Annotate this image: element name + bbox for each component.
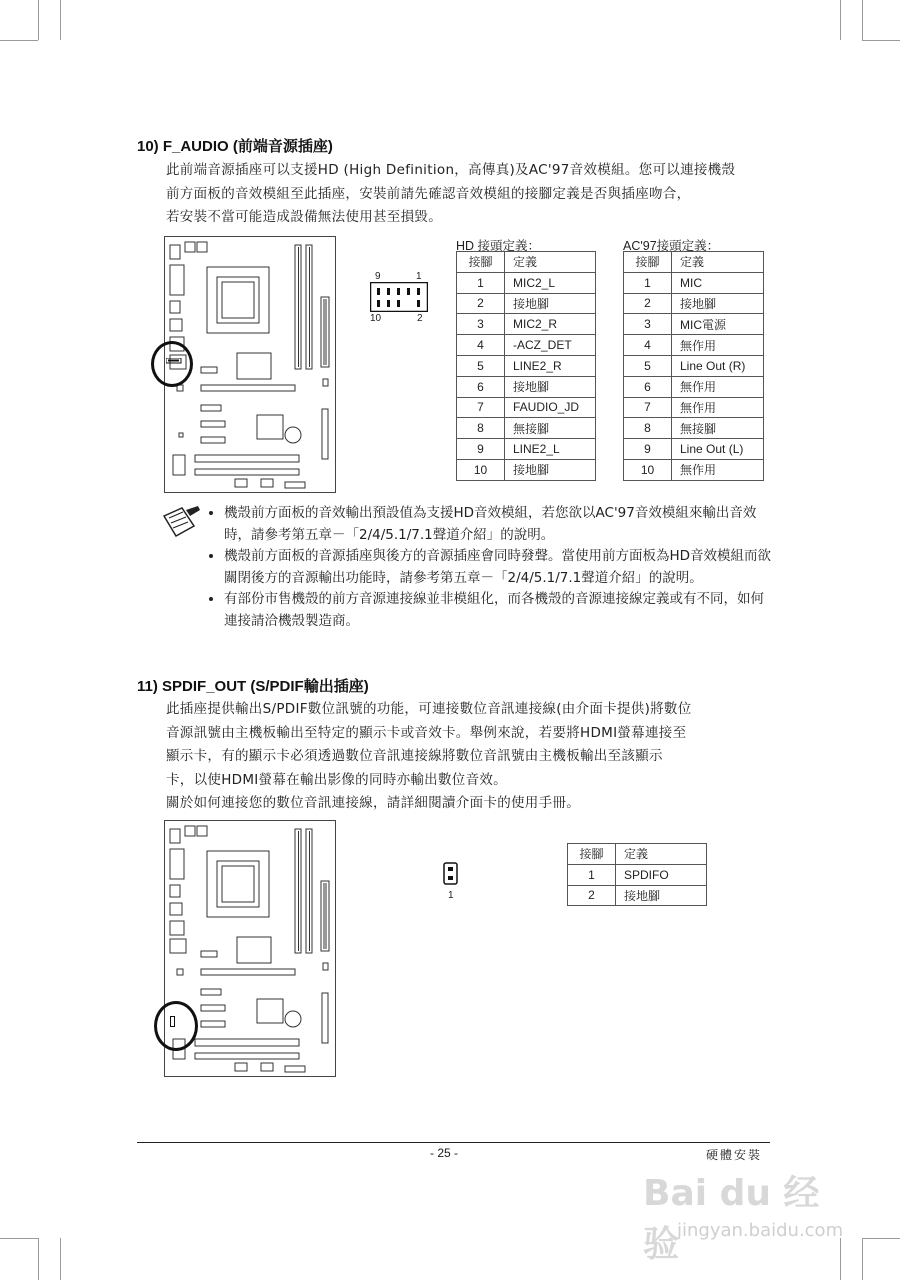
pin-number: 5 [624, 355, 672, 376]
table-row [457, 418, 596, 439]
crop-mark [38, 1238, 39, 1280]
hd-pin-table [456, 251, 596, 481]
body-line: 卡，以使HDMI螢幕在輸出影像的同時亦輸出數位音效。 [166, 771, 507, 788]
col-header: 定義 [616, 844, 707, 865]
pin-number: 2 [624, 293, 672, 314]
table-row [457, 272, 596, 293]
pin-number: 4 [624, 335, 672, 356]
page-number: - 25 - [430, 1146, 459, 1160]
pin-definition: 無接腳 [505, 418, 596, 439]
pin-definition: 無作用 [672, 397, 764, 418]
footer-section-title: 硬體安裝 [706, 1148, 763, 1162]
pin-label-10: 10 [370, 313, 382, 324]
pin-number: 6 [457, 376, 505, 397]
pin-number: 3 [457, 314, 505, 335]
pin-number: 8 [624, 418, 672, 439]
pin-definition: 接地腳 [616, 885, 707, 906]
note-item: • 機殼前方面板的音源插座與後方的音源插座會同時發聲。當使用前方面板為HD音效模組而欲關閉後方的音源輸出功能時，請參考第五章－「2/4/5.1/7.1聲道介紹」的說明。 [224, 546, 772, 589]
spdif-pin-table [567, 843, 707, 906]
pin-definition: FAUDIO_JD [505, 397, 596, 418]
table-row [457, 335, 596, 356]
pin-definition: 無作用 [672, 335, 764, 356]
section-10-body [166, 159, 770, 230]
footer-rule [137, 1142, 770, 1143]
pin-label-1: 1 [448, 890, 454, 901]
watermark-brand: Bai du 经验 [643, 1173, 820, 1265]
pin-definition: MIC電源 [672, 314, 764, 335]
col-header: 接腳 [624, 252, 672, 273]
table-row [624, 397, 764, 418]
pin-number: 1 [624, 272, 672, 293]
table-row [624, 272, 764, 293]
crop-mark [862, 1238, 863, 1280]
ac97-table-caption: AC'97接頭定義： [623, 239, 720, 253]
body-line: 前方面板的音效模組至此插座，安裝前請先確認音效模組的接腳定義是否與插座吻合， [166, 185, 691, 202]
spdif-header-mark [170, 1016, 176, 1028]
watermark-url: jingyan.baidu.com [677, 1220, 844, 1241]
table-row [624, 314, 764, 335]
table-header-row [624, 252, 764, 273]
body-line: 關於如何連接您的數位音訊連接線，請詳細閱讀介面卡的使用手冊。 [166, 795, 580, 811]
section-10-notes [206, 503, 772, 632]
table-row [568, 885, 707, 906]
col-header: 定義 [505, 252, 596, 273]
pin-definition: 無作用 [672, 459, 764, 480]
spdif-connector-icon [443, 862, 459, 886]
table-row [624, 335, 764, 356]
crop-mark [862, 0, 863, 40]
body-line: 顯示卡，有的顯示卡必須透過數位音訊連接線將數位音訊號由主機板輸出至該顯示 [166, 748, 663, 764]
table-row [457, 459, 596, 480]
pin-label-9: 9 [375, 271, 381, 282]
pin-number: 8 [457, 418, 505, 439]
table-header-row [568, 844, 707, 865]
body-line: 若安裝不當可能造成設備無法使用甚至損毀。 [166, 209, 442, 225]
note-item: • 有部份市售機殼的前方音源連接線並非模組化，而各機殼的音源連接線定義或有不同，如何連接請洽機殼製造商。 [224, 589, 772, 632]
table-row [457, 293, 596, 314]
crop-mark [0, 40, 38, 41]
pin-label-1: 1 [416, 271, 422, 282]
pin-number: 10 [624, 459, 672, 480]
pin-number: 1 [568, 864, 616, 885]
col-header: 定義 [672, 252, 764, 273]
pin-number: 3 [624, 314, 672, 335]
pin-definition: LINE2_L [505, 439, 596, 460]
crop-mark [0, 1238, 38, 1239]
section-11-heading: 11) SPDIF_OUT (S/PDIF輸出插座) [137, 678, 369, 695]
note-item: • 機殼前方面板的音效輸出預設值為支援HD音效模組，若您欲以AC'97音效模組來輸出音效時，請參考第五章－「2/4/5.1/7.1聲道介紹」的說明。 [224, 503, 772, 546]
hd-table-caption: HD 接頭定義： [456, 239, 541, 253]
ac97-pin-table [623, 251, 764, 481]
pin-definition: MIC2_L [505, 272, 596, 293]
pin-definition: 無接腳 [672, 418, 764, 439]
f-audio-connector-icon [370, 282, 428, 312]
body-line: 音源訊號由主機板輸出至特定的顯示卡或音效卡。舉例來說，若要將HDMI螢幕連接至 [166, 724, 687, 741]
pin-number: 1 [457, 272, 505, 293]
highlight-circle [151, 341, 193, 387]
table-row [624, 459, 764, 480]
pin-definition: 接地腳 [505, 459, 596, 480]
table-row [624, 293, 764, 314]
pin-number: 2 [457, 293, 505, 314]
pin-definition: Line Out (L) [672, 439, 764, 460]
table-row [624, 376, 764, 397]
pin-number: 4 [457, 335, 505, 356]
table-row [457, 376, 596, 397]
col-header: 接腳 [568, 844, 616, 865]
pin-number: 9 [624, 439, 672, 460]
section-10-heading: 10) F_AUDIO (前端音源插座) [137, 138, 333, 155]
table-row [457, 355, 596, 376]
note-pencil-icon [160, 504, 202, 540]
table-row [568, 864, 707, 885]
watermark [635, 1165, 855, 1265]
pin-number: 6 [624, 376, 672, 397]
table-row [624, 418, 764, 439]
section-11-body [166, 698, 770, 816]
pin-number: 7 [457, 397, 505, 418]
pin-definition: 無作用 [672, 376, 764, 397]
table-row [624, 355, 764, 376]
crop-mark [840, 0, 841, 40]
crop-mark [862, 40, 900, 41]
body-line: 此插座提供輸出S/PDIF數位訊號的功能，可連接數位音訊連接線(由介面卡提供)將數位 [166, 701, 692, 717]
pin-definition: 接地腳 [672, 293, 764, 314]
col-header: 接腳 [457, 252, 505, 273]
pin-definition: 接地腳 [505, 376, 596, 397]
table-header-row [457, 252, 596, 273]
pin-definition: Line Out (R) [672, 355, 764, 376]
table-row [457, 397, 596, 418]
pin-definition: -ACZ_DET [505, 335, 596, 356]
pin-definition: SPDIFO [616, 864, 707, 885]
pin-number: 7 [624, 397, 672, 418]
pin-definition: MIC2_R [505, 314, 596, 335]
table-row [457, 314, 596, 335]
pin-definition: LINE2_R [505, 355, 596, 376]
pin-definition: 接地腳 [505, 293, 596, 314]
pin-definition: MIC [672, 272, 764, 293]
crop-mark [38, 0, 39, 40]
crop-mark [60, 0, 61, 40]
f-audio-header-mark [166, 358, 182, 364]
crop-mark [60, 1238, 61, 1280]
highlight-circle [154, 1001, 198, 1051]
pin-number: 2 [568, 885, 616, 906]
table-row [457, 439, 596, 460]
pin-label-2: 2 [417, 313, 423, 324]
body-line: 此前端音源插座可以支援HD (High Definition，高傳真)及AC'97音效模組。您可以連接機殼 [166, 162, 736, 178]
crop-mark [862, 1238, 900, 1239]
pin-number: 5 [457, 355, 505, 376]
pin-number: 10 [457, 459, 505, 480]
pin-number: 9 [457, 439, 505, 460]
table-row [624, 439, 764, 460]
